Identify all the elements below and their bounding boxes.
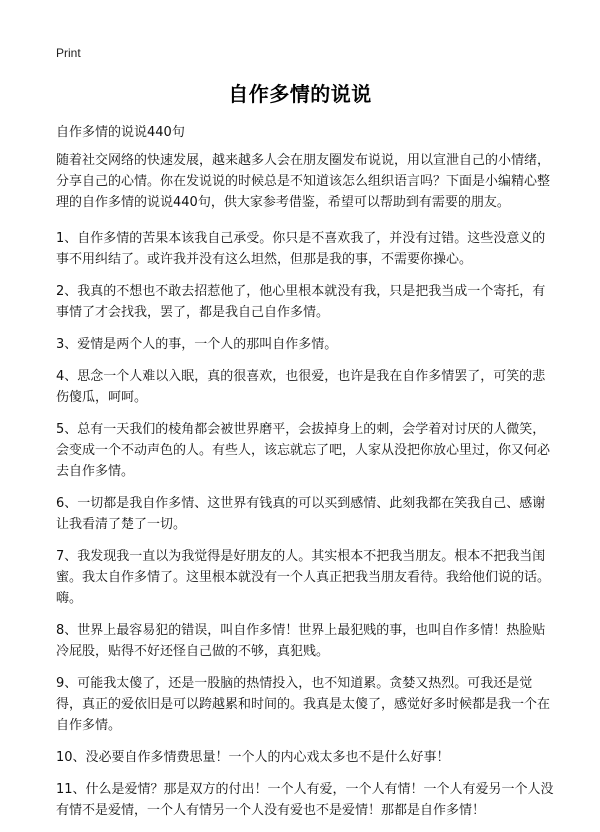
intro-paragraph: 随着社交网络的快速发展，越来越多人会在朋友圈发布说说，用以宣泄自己的小情绪，分享自己的心情。你在发说说的时候总是不知道该怎么组织语言吗？下面是小编精心整理的自作多情的说说440句，供大家参考借鉴，希望可以帮助到有需要的朋友。 — [56, 153, 551, 210]
page-subtitle: 自作多情的说说440句 — [56, 125, 185, 140]
list-item: 8、世界上最容易犯的错误，叫自作多情！世界上最犯贱的事，也叫自作多情！热脸贴冷屁股，贴得不好还怪自己做的不够，真犯贱。 — [56, 623, 546, 659]
article-body — [56, 150, 558, 832]
list-item: 1、自作多情的苦果本该我自己承受。你只是不喜欢我了，并没有过错。这些没意义的事不用纠结了。或许我并没有这么坦然，但那是我的事，不需要你操心。 — [56, 231, 546, 267]
list-item: 9、可能我太傻了，还是一股脑的热情投入，也不知道累。贪婪又热烈。可我还是觉得，真正的爱依旧是可以跨越累和时间的。我真是太傻了，感觉好多时候都是我一个在自作多情。 — [56, 676, 551, 733]
list-item: 6、一切都是我自作多情、这世界有钱真的可以买到感情、此刻我都在笑我自己、感谢让我看清了楚了一切。 — [56, 496, 546, 532]
list-item: 5、总有一天我们的棱角都会被世界磨平，会拔掉身上的刺，会学着对讨厌的人微笑，会变成一个不动声色的人。有些人，该忘就忘了吧，人家从没把你放心里过，你又何必去自作多情。 — [56, 422, 551, 479]
list-item: 7、我发现我一直以为我觉得是好朋友的人。其实根本不把我当朋友。根本不把我当闺蜜。我太自作多情了。这里根本就没有一个人真正把我当朋友看待。我给他们说的话。嗨。 — [56, 549, 551, 606]
list-item: 11、什么是爱情？那是双方的付出！一个人有爱，一个人有情！一个人有爱另一个人没有情不是爱情，一个人有情另一个人没有爱也不是爱情！那都是自作多情！ — [56, 782, 554, 818]
list-item: 4、思念一个人难以入眠，真的很喜欢，也很爱，也许是我在自作多情罢了，可笑的悲伤傻瓜，呵呵。 — [56, 369, 546, 405]
page-title: 自作多情的说说 — [228, 82, 372, 106]
list-item: 10、没必要自作多情费思量！一个人的内心戏太多也不是什么好事！ — [56, 750, 450, 765]
list-item: 2、我真的不想也不敢去招惹他了，他心里根本就没有我，只是把我当成一个寄托，有事情了才会找我，罢了，都是我自己自作多情。 — [56, 284, 546, 320]
print-link[interactable]: Print — [56, 46, 81, 60]
list-item: 3、爱情是两个人的事，一个人的那叫自作多情。 — [56, 337, 338, 352]
